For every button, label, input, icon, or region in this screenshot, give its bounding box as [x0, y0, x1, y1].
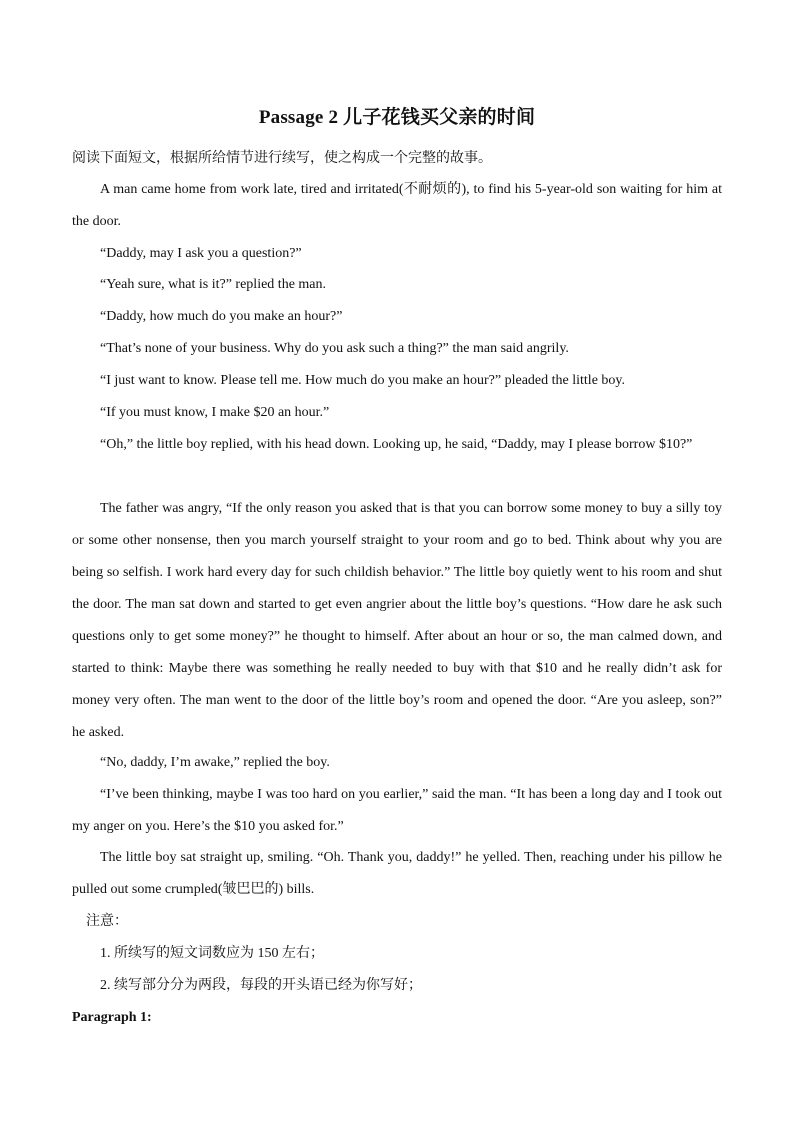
passage-title: Passage 2 儿子花钱买父亲的时间: [258, 107, 536, 128]
instruction-text: 阅读下面短文，根据所给情节进行续写，使之构成一个完整的故事。: [72, 151, 492, 166]
story-paragraph: “If you must know, I make $20 an hour.”: [100, 405, 330, 420]
note-item: 2. 续写部分分为两段，每段的开头语已经为你写好；: [100, 978, 422, 993]
story-paragraph: “I just want to know. Please tell me. How much do you make an hour?” pleaded the little boy.: [100, 373, 625, 388]
story-paragraph: “Daddy, how much do you make an hour?”: [100, 309, 343, 324]
paragraph-label: Paragraph 1:: [72, 1010, 152, 1025]
story-paragraph: “Oh,” the little boy replied, with his head down. Looking up, he said, “Daddy, may I please borrow $10?”: [100, 437, 693, 452]
note-item: 1. 所续写的短文词数应为 150 左右；: [100, 946, 324, 961]
story-paragraph: A man came home from work late, tired and irritated(不耐烦的), to find his 5-year-old son waiting for him at the door.: [72, 182, 722, 229]
story-paragraph: The little boy sat straight up, smiling. “Oh. Thank you, daddy!” he yelled. Then, reaching under his pillow he pulled out some crumpled(皱巴巴的) bills.: [72, 850, 722, 897]
story-paragraph: “I’ve been thinking, maybe I was too hard on you earlier,” said the man. “It has been a long day and I took out my anger on you. Here’s the $10 you asked for.”: [72, 787, 722, 834]
note-heading: 注意：: [86, 914, 128, 929]
story-paragraph: “No, daddy, I’m awake,” replied the boy.: [100, 755, 330, 770]
story-paragraph: “Yeah sure, what is it?” replied the man.: [100, 277, 327, 292]
story-paragraph: The father was angry, “If the only reason you asked that is that you can borrow some money to buy a silly toy or some other nonsense, then you march yourself straight to your room and go to bed. Think about why you are being so selfish. I work hard every day for such childish behavior.” The little boy quietly went to his room and shut the door. The man sat down and started to get even angrier about the little boy’s questions. “How dare he ask such questions only to get some money?” he thought to himself. After about an hour or so, the man calmed down, and started to think: Maybe there was something he really needed to buy with that $10 and he really didn’t ask for money very often. The man went to the door of the little boy’s room and opened the door. “Are you asleep, son?” he asked.: [72, 501, 722, 740]
story-paragraph: “That’s none of your business. Why do you ask such a thing?” the man said angrily.: [100, 341, 569, 356]
story-paragraph: “Daddy, may I ask you a question?”: [100, 246, 302, 261]
